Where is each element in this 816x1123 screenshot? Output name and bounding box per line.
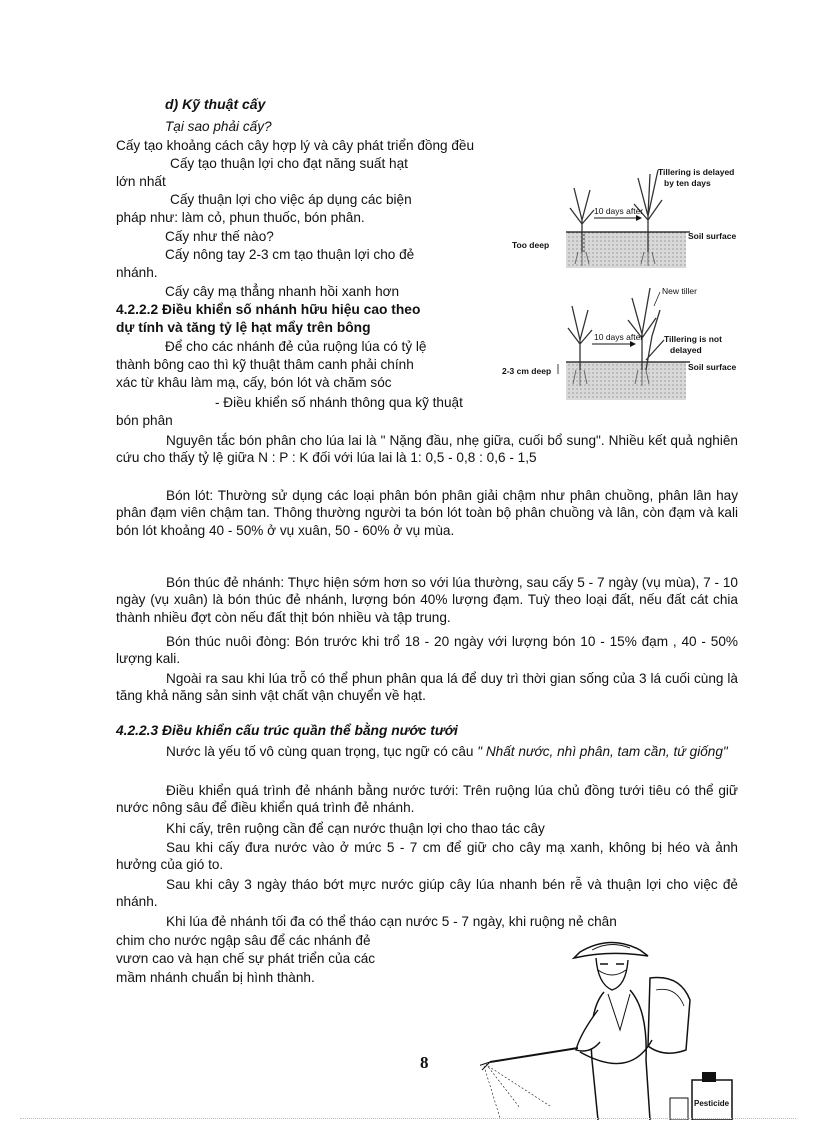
text-line: Cấy thuận lợi cho việc áp dụng các biện [170,192,412,207]
delayed-label: Tillering is delayed [658,167,735,177]
text-line: nhánh. [116,265,158,280]
text-line: chim cho nước ngập sâu để các nhánh đẻ [116,933,371,948]
text-line: thành bông cao thì kỹ thuật thâm canh phải chính [116,357,414,372]
too-deep-label: Too deep [512,240,550,250]
text-line: pháp như: làm cỏ, phun thuốc, bón phân. [116,210,365,225]
question-how-transplant: Cấy như thế nào? [165,229,274,244]
paragraph: Bón thúc nuôi đòng: Bón trước khi trổ 18 - 20 ngày với lượng bón 10 - 15% đạm , 40 - 50% lượng kali. [116,634,738,667]
text-line: - Điều khiển số nhánh thông qua kỹ thuật [215,395,463,410]
section-4223-heading: 4.2.2.3 Điều khiển cấu trúc quần thể bằng nước tưới [116,723,458,738]
proverb-intro: Nước là yếu tố vô cùng quan trọng, tục ngữ có câu [166,744,478,759]
question-why-transplant: Tại sao phải cấy? [165,119,272,134]
paragraph: Nguyên tắc bón phân cho lúa lai là " Nặng đầu, nhẹ giữa, cuối bổ sung". Nhiều kết quả nghiên cứu cho thấy tỷ lệ giữa N : P : K đối với lúa lai là 1: 0,5 - 0,8 : 0,6 - 1,5 [116,433,738,466]
transplant-depth-figure [500,160,770,410]
text-line: bón phân [116,413,173,428]
text-line: mầm nhánh chuẩn bị hình thành. [116,970,315,985]
text-line: vươn cao và hạn chế sự phát triển của các [116,951,376,966]
farmer-sprayer-illustration [480,930,780,1120]
text-line: Để cho các nhánh đẻ của ruộng lúa có tỷ lệ [165,339,427,354]
text-line: lớn nhất [116,174,166,189]
section-4222-heading-2: dự tính và tăng tỷ lệ hạt mẩy trên bông [116,320,371,335]
text-line: Cấy tạo khoảng cách cây hợp lý và cây phát triển đồng đều [116,138,475,153]
bottom-days-label: 10 days after [594,332,644,342]
footer-divider [20,1118,796,1119]
section-4222-heading-1: 4.2.2.2 Điều khiển số nhánh hữu hiệu cao theo [116,302,421,317]
delayed-label-2: by ten days [664,178,711,188]
paragraph: Sau khi cây 3 ngày tháo bớt mực nước giúp cây lúa nhanh bén rễ và thuận lợi cho việc đẻ nhánh. [116,877,738,910]
shallow-depth-label: 2-3 cm deep [502,366,552,376]
paragraph: Ngoài ra sau khi lúa trỗ có thể phun phân qua lá để duy trì thời gian sống của 3 lá cuối cùng là tăng khả năng sản sinh vật chất vận chuyển về hạt. [116,671,738,704]
pesticide-label: Pesticide [694,1099,730,1108]
proverb-quote: " Nhất nước, nhì phân, tam cần, tứ giống" [477,744,728,759]
text-line: Cấy nông tay 2-3 cm tạo thuận lợi cho đẻ [165,247,415,262]
new-tiller-label: New tiller [662,286,697,296]
text-line: Cấy cây mạ thẳng nhanh hồi xanh hơn [165,284,400,299]
section-d-heading: d) Kỹ thuật cấy [165,96,266,112]
paragraph: Sau khi cấy đưa nước vào ở mức 5 - 7 cm để giữ cho cây mạ xanh, không bị héo và ảnh hưởng của gió to. [116,840,738,873]
paragraph: Bón lót: Thường sử dụng các loại phân bón phân giải chậm như phân chuồng, phân lân hay phân đạm viên chậm tan. Thông thường người ta bón lót toàn bộ phân chuồng và lân, còn đạm và kali bón lót khoảng 40 - 50% ở vụ xuân, 50 - 60% ở vụ mùa. [116,488,738,538]
page-number: 8 [420,1053,429,1072]
paragraph: Bón thúc đẻ nhánh: Thực hiện sớm hơn so với lúa thường, sau cấy 5 - 7 ngày (vụ mùa), 7 - 10 ngày (vụ xuân) là bón thúc đẻ nhánh, lượng bón 40% lượng đạm. Tuỳ theo loại đất, nếu đất cát chia thành nhiều đợt còn nếu đất thịt bón nhiều và tập trung. [116,575,738,625]
text-line: Khi cấy, trên ruộng cần để cạn nước thuận lợi cho thao tác cây [166,821,545,836]
not-delayed-label: Tillering is not [664,334,722,344]
shallow-panel [502,286,736,400]
not-delayed-label-2: delayed [670,345,702,355]
top-days-label: 10 days after [594,206,644,216]
soil-surface-label-top: Soil surface [688,231,737,241]
text-line: Khi lúa đẻ nhánh tối đa có thể tháo cạn nước 5 - 7 ngày, khi ruộng nẻ chân [166,914,617,929]
paragraph-proverb [116,743,738,760]
paragraph: Điều khiển quá trình đẻ nhánh bằng nước tưới: Trên ruộng lúa chủ đồng tưới tiêu có thể giữ nước nông sâu để điều khiển quá trình đẻ nhánh. [116,783,738,816]
soil-surface-label-bottom: Soil surface [688,362,737,372]
text-line: Cấy tạo thuận lợi cho đạt năng suất hạt [170,156,408,171]
too-deep-panel [512,167,736,268]
text-line: xác từ khâu làm mạ, cấy, bón lót và chăm sóc [116,375,392,390]
